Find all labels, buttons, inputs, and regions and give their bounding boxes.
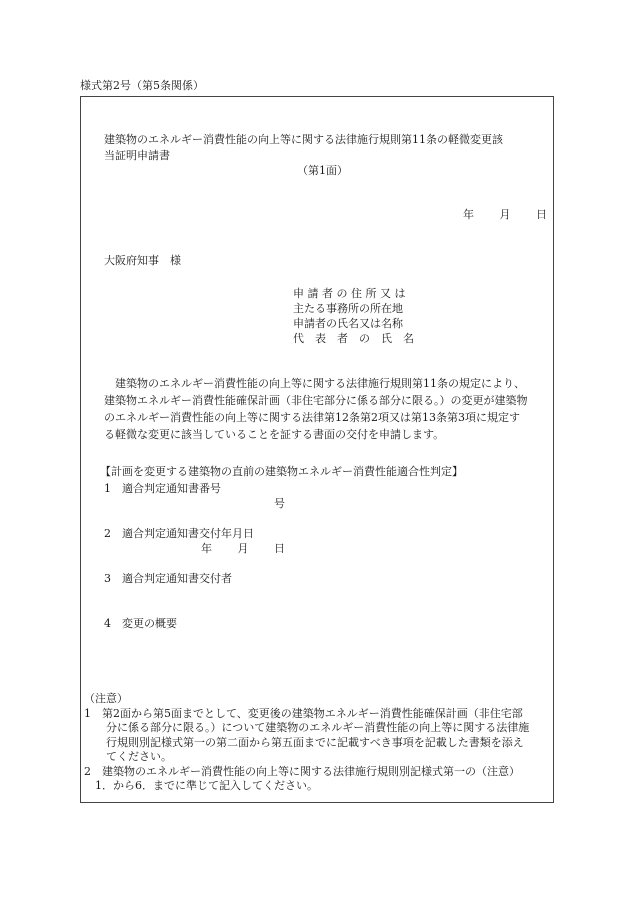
addressee: 大阪府知事 様 <box>104 254 181 267</box>
applicant-field-address: 申 請 者 の 住 所 又 は <box>293 287 406 300</box>
date-month: 月 <box>499 208 511 221</box>
item-2-label: 2 適合判定通知書交付年月日 <box>104 527 254 540</box>
notes-line-5: 2 建築物のエネルギー消費性能の向上等に関する法律施行規則別記様式第一の（注意） <box>84 764 520 778</box>
body-line-2: 建築物エネルギー消費性能確保計画（非住宅部分に係る部分に限る。）の変更が建築物 <box>104 394 528 407</box>
applicant-fields <box>293 286 414 346</box>
date-year: 年 <box>463 208 474 221</box>
item-2-day: 日 <box>274 542 285 555</box>
item-2-month: 月 <box>237 542 249 555</box>
item-1-label: 1 適合判定通知書番号 <box>104 482 221 495</box>
item-4-label: 4 変更の概要 <box>104 617 177 630</box>
title-line-2: 当証明申請書 <box>104 149 170 162</box>
section-heading: 【計画を変更する建築物の直前の建築物エネルギー消費性能適合性判定】 <box>100 465 463 478</box>
title-line-1: 建築物のエネルギー消費性能の向上等に関する法律施行規則第11条の軽微変更該 <box>104 133 503 146</box>
item-1-suffix: 号 <box>274 497 285 510</box>
body-line-3: のエネルギー消費性能の向上等に関する法律第12条第2項又は第13条第3項に規定す <box>104 411 520 424</box>
notes-line-3: 行規則別記様式第一の第二面から第五面までに記載すべき事項を記載した書類を添え <box>84 735 524 749</box>
document-title <box>104 132 503 164</box>
notes-line-1: 1 第2面から第5面までとして、変更後の建築物エネルギー消費性能確保計画（非住宅部 <box>84 706 523 720</box>
notes-line-2: 分に係る部分に限る。）について建築物のエネルギー消費性能の向上等に関する法律施 <box>84 721 530 734</box>
body-line-4: る軽微な変更に該当していることを証する書面の交付を申請します。 <box>104 428 445 441</box>
form-label: 様式第2号（第5条関係） <box>80 79 204 92</box>
body-paragraph <box>104 375 528 443</box>
applicant-field-name: 申請者の氏名又は名称 <box>293 317 403 330</box>
notes <box>84 692 529 794</box>
item-2-year: 年 <box>201 542 212 555</box>
body-line-1: 建築物のエネルギー消費性能の向上等に関する法律施行規則第11条の規定により、 <box>104 377 525 390</box>
applicant-field-representative: 代 表 者 の 氏 名 <box>293 332 414 345</box>
item-3-label: 3 適合判定通知書交付者 <box>104 572 232 585</box>
page-marker: （第1面） <box>297 164 348 177</box>
notes-line-4: てください。 <box>84 750 172 763</box>
notes-heading: （注意） <box>84 692 128 705</box>
date-line <box>463 208 547 222</box>
applicant-field-office: 主たる事務所の所在地 <box>293 302 403 315</box>
notes-line-6: 1．から6．までに準じて記入してください。 <box>84 779 318 792</box>
date-day: 日 <box>536 208 547 221</box>
item-2-date <box>201 542 285 556</box>
